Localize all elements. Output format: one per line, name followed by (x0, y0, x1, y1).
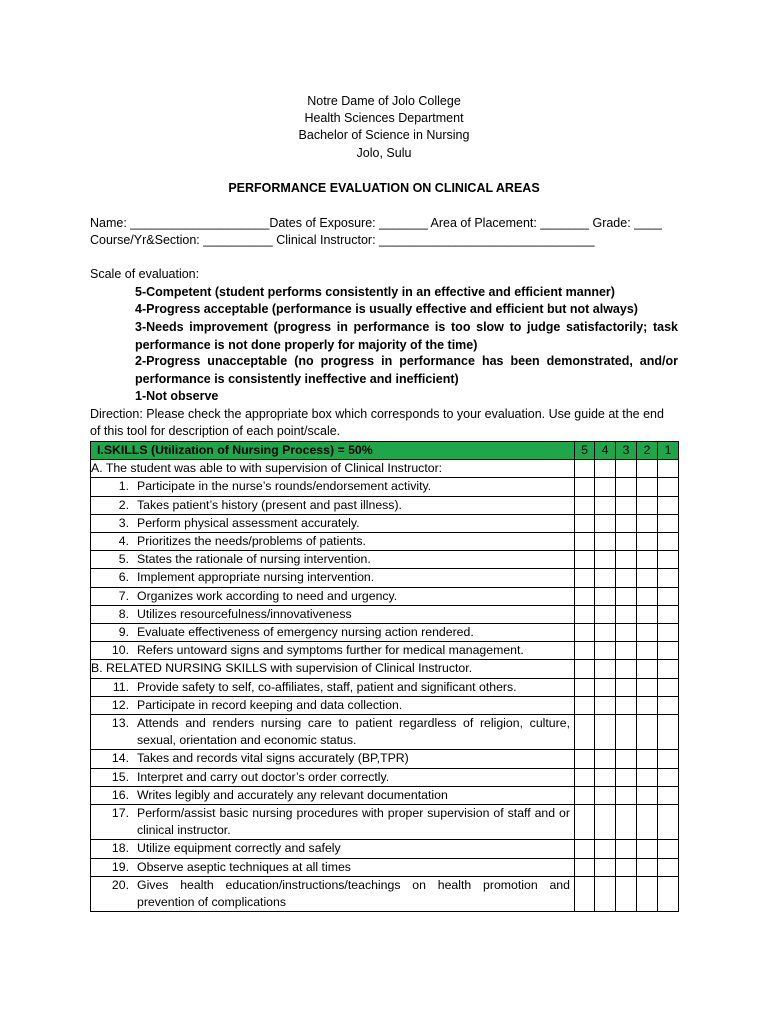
score-checkbox-4[interactable] (595, 805, 616, 840)
table-row (91, 768, 679, 786)
score-checkbox-2[interactable] (637, 587, 658, 605)
table-row (91, 840, 679, 858)
score-checkbox-3[interactable] (616, 715, 637, 750)
item-number: 18. (111, 841, 129, 856)
score-checkbox-1[interactable] (658, 605, 679, 623)
scale-5: 5-Competent (student performs consistently in an effective and efficient manner) (135, 285, 615, 299)
department-name: Health Sciences Department (304, 111, 464, 125)
score-checkbox-3[interactable] (616, 533, 637, 551)
item-number: 1. (118, 479, 129, 494)
table-row (91, 533, 679, 551)
score-checkbox-3[interactable] (616, 642, 637, 660)
score-checkbox-5[interactable] (575, 858, 595, 876)
score-checkbox-1[interactable] (658, 805, 679, 840)
section-title: I.SKILLS (Utilization of Nursing Process) = 50% (91, 442, 575, 460)
item-text: Utilizes resourcefulness/innovativeness (137, 606, 352, 621)
score-checkbox-1[interactable] (658, 514, 679, 532)
table-row (91, 569, 679, 587)
score-checkbox-1[interactable] (658, 876, 679, 911)
item-text: Perform/assist basic nursing procedures with proper supervision of staff and or clinical instructor. (137, 806, 570, 838)
score-checkbox-3[interactable] (616, 569, 637, 587)
item-text: Attends and renders nursing care to patient regardless of religion, culture, sexual, orientation and economic status. (137, 716, 570, 748)
item-number: 2. (118, 497, 129, 512)
score-checkbox-5[interactable] (575, 587, 595, 605)
item-number: 11. (112, 679, 129, 694)
score-checkbox-4[interactable] (595, 533, 616, 551)
form-title: PERFORMANCE EVALUATION ON CLINICAL AREAS (228, 181, 540, 195)
score-checkbox-4[interactable] (595, 715, 616, 750)
scale-3: 3-Needs improvement (progress in performance is too slow to judge satisfactorily; task performance is not done properly for majority of the time) (135, 320, 678, 352)
score-checkbox-1[interactable] (658, 569, 679, 587)
item-text: Participate in the nurse’s rounds/endorsement activity. (137, 479, 432, 494)
table-row (91, 696, 679, 714)
score-checkbox-5[interactable] (575, 478, 595, 496)
score-checkbox-4[interactable] (595, 605, 616, 623)
score-checkbox-4[interactable] (595, 642, 616, 660)
table-row (91, 587, 679, 605)
item-number: 12. (111, 697, 129, 712)
item-number: 4. (118, 534, 129, 549)
item-text: Observe aseptic techniques at all times (137, 859, 351, 874)
score-checkbox-4[interactable] (595, 496, 616, 514)
score-checkbox-1[interactable] (658, 642, 679, 660)
score-checkbox-3[interactable] (616, 478, 637, 496)
score-checkbox-5[interactable] (575, 642, 595, 660)
table-row (91, 514, 679, 532)
score-checkbox-2[interactable] (637, 496, 658, 514)
score-checkbox-2[interactable] (637, 715, 658, 750)
score-checkbox-1[interactable] (658, 858, 679, 876)
score-checkbox-4[interactable] (595, 660, 616, 678)
score-checkbox-2[interactable] (637, 840, 658, 858)
score-checkbox-2[interactable] (637, 514, 658, 532)
score-checkbox-2[interactable] (637, 569, 658, 587)
score-checkbox-2[interactable] (637, 786, 658, 804)
scale-4: 4-Progress acceptable (performance is usually effective and efficient but not always) (135, 302, 638, 316)
direction-line-1: Direction: Please check the appropriate box which corresponds to your evaluation. Use guide at the end (90, 407, 664, 421)
score-checkbox-5[interactable] (575, 715, 595, 750)
scale-1: 1-Not observe (135, 389, 219, 403)
item-number: 17. (111, 806, 129, 821)
score-checkbox-2[interactable] (637, 750, 658, 768)
score-checkbox-5[interactable] (575, 768, 595, 786)
table-row (91, 858, 679, 876)
item-text: Prioritizes the needs/problems of patients. (137, 534, 366, 549)
score-checkbox-5[interactable] (575, 696, 595, 714)
item-number: 19. (111, 859, 129, 874)
score-checkbox-1[interactable] (658, 696, 679, 714)
item-number: 20. (111, 877, 129, 892)
table-row (91, 624, 679, 642)
location: Jolo, Sulu (356, 146, 412, 160)
score-checkbox-1[interactable] (658, 840, 679, 858)
item-text: Takes patient’s history (present and past illness). (137, 497, 402, 512)
score-checkbox-3[interactable] (616, 551, 637, 569)
score-checkbox-1[interactable] (658, 768, 679, 786)
score-checkbox-5[interactable] (575, 533, 595, 551)
item-text: Takes and records vital signs accurately (BP,TPR) (137, 751, 409, 766)
item-number: 9. (118, 625, 129, 640)
score-checkbox-4[interactable] (595, 551, 616, 569)
part-a-row-label: A. The student was able to with supervision of Clinical Instructor: (91, 460, 575, 478)
part-b-row-label: B. RELATED NURSING SKILLS with supervision of Clinical Instructor. (91, 660, 575, 678)
table-row (91, 496, 679, 514)
table-row (91, 478, 679, 496)
part-b-row (91, 660, 679, 678)
score-checkbox-5[interactable] (575, 750, 595, 768)
score-checkbox-1[interactable] (658, 587, 679, 605)
item-text: Implement appropriate nursing intervention. (137, 570, 375, 585)
score-checkbox-1[interactable] (658, 551, 679, 569)
table-row (91, 551, 679, 569)
score-checkbox-2[interactable] (637, 642, 658, 660)
score-checkbox-3[interactable] (616, 750, 637, 768)
score-checkbox-1[interactable] (658, 786, 679, 804)
item-text: Interpret and carry out doctor’s order correctly. (137, 769, 390, 784)
part-a-row (91, 460, 679, 478)
score-header-2: 2 (637, 442, 658, 460)
score-checkbox-5[interactable] (575, 876, 595, 911)
score-checkbox-2[interactable] (637, 805, 658, 840)
score-checkbox-5[interactable] (575, 460, 595, 478)
score-checkbox-5[interactable] (575, 805, 595, 840)
item-text: Organizes work according to need and urgency. (137, 588, 398, 603)
item-number: 3. (118, 515, 129, 530)
score-checkbox-4[interactable] (595, 587, 616, 605)
table-row (91, 750, 679, 768)
score-checkbox-1[interactable] (658, 660, 679, 678)
score-header-4: 4 (595, 442, 616, 460)
item-number: 6. (118, 570, 129, 585)
info-line-name: Name: ____________________Dates of Exposure: _______ Area of Placement: _______ Grade: ____ (90, 216, 662, 230)
score-checkbox-3[interactable] (616, 587, 637, 605)
score-checkbox-4[interactable] (595, 876, 616, 911)
item-number: 13. (111, 716, 129, 731)
score-checkbox-3[interactable] (616, 805, 637, 840)
score-checkbox-4[interactable] (595, 768, 616, 786)
score-checkbox-1[interactable] (658, 496, 679, 514)
score-checkbox-2[interactable] (637, 660, 658, 678)
score-checkbox-3[interactable] (616, 696, 637, 714)
item-text: Writes legibly and accurately any relevant documentation (137, 787, 448, 802)
table-row (91, 786, 679, 804)
table-row (91, 876, 679, 911)
score-checkbox-5[interactable] (575, 569, 595, 587)
college-name: Notre Dame of Jolo College (307, 94, 461, 108)
score-checkbox-4[interactable] (595, 696, 616, 714)
score-checkbox-2[interactable] (637, 533, 658, 551)
score-checkbox-1[interactable] (658, 678, 679, 696)
direction-line-2: of this tool for description of each point/scale. (90, 424, 341, 438)
score-checkbox-4[interactable] (595, 858, 616, 876)
score-checkbox-3[interactable] (616, 660, 637, 678)
item-number: 16. (111, 787, 129, 802)
item-text: States the rationale of nursing intervention. (137, 552, 371, 567)
score-checkbox-2[interactable] (637, 605, 658, 623)
table-header-row (91, 442, 679, 460)
score-checkbox-5[interactable] (575, 551, 595, 569)
item-text: Utilize equipment correctly and safely (137, 841, 341, 856)
item-text: Evaluate effectiveness of emergency nursing action rendered. (137, 625, 474, 640)
scale-2: 2-Progress unacceptable (no progress in performance has been demonstrated, and/or performance is consistently ineffective and inefficient) (135, 354, 678, 386)
score-checkbox-2[interactable] (637, 768, 658, 786)
score-checkbox-1[interactable] (658, 533, 679, 551)
score-header-3: 3 (616, 442, 637, 460)
score-checkbox-2[interactable] (637, 551, 658, 569)
info-line-course: Course/Yr&Section: __________ Clinical Instructor: _______________________________ (90, 233, 595, 247)
score-checkbox-3[interactable] (616, 624, 637, 642)
score-checkbox-4[interactable] (595, 569, 616, 587)
score-checkbox-3[interactable] (616, 858, 637, 876)
score-checkbox-1[interactable] (658, 624, 679, 642)
score-checkbox-2[interactable] (637, 696, 658, 714)
score-checkbox-1[interactable] (658, 460, 679, 478)
score-checkbox-1[interactable] (658, 715, 679, 750)
score-checkbox-2[interactable] (637, 858, 658, 876)
score-checkbox-3[interactable] (616, 514, 637, 532)
score-header-1: 1 (658, 442, 679, 460)
score-checkbox-4[interactable] (595, 840, 616, 858)
score-checkbox-4[interactable] (595, 750, 616, 768)
score-checkbox-2[interactable] (637, 624, 658, 642)
score-checkbox-5[interactable] (575, 660, 595, 678)
score-checkbox-5[interactable] (575, 624, 595, 642)
score-checkbox-4[interactable] (595, 514, 616, 532)
score-checkbox-2[interactable] (637, 876, 658, 911)
table-row (91, 678, 679, 696)
score-checkbox-3[interactable] (616, 876, 637, 911)
score-checkbox-3[interactable] (616, 840, 637, 858)
score-checkbox-1[interactable] (658, 478, 679, 496)
item-text: Participate in record keeping and data collection. (137, 697, 403, 712)
item-text: Refers untoward signs and symptoms further for medical management. (137, 643, 524, 658)
item-number: 15. (111, 769, 129, 784)
score-checkbox-3[interactable] (616, 496, 637, 514)
score-checkbox-3[interactable] (616, 786, 637, 804)
table-row (91, 715, 679, 750)
program-name: Bachelor of Science in Nursing (298, 128, 470, 142)
score-checkbox-5[interactable] (575, 605, 595, 623)
score-checkbox-4[interactable] (595, 786, 616, 804)
score-checkbox-1[interactable] (658, 750, 679, 768)
score-checkbox-5[interactable] (575, 840, 595, 858)
item-number: 14. (111, 751, 129, 766)
table-row (91, 805, 679, 840)
score-checkbox-3[interactable] (616, 678, 637, 696)
score-header-5: 5 (575, 442, 595, 460)
item-number: 10. (111, 643, 129, 658)
item-number: 7. (118, 588, 129, 603)
score-checkbox-5[interactable] (575, 514, 595, 532)
score-checkbox-2[interactable] (637, 460, 658, 478)
item-text: Perform physical assessment accurately. (137, 515, 360, 530)
item-text: Provide safety to self, co-affiliates, staff, patient and significant others. (137, 679, 517, 694)
score-checkbox-4[interactable] (595, 478, 616, 496)
score-checkbox-2[interactable] (637, 478, 658, 496)
skills-evaluation-table (90, 441, 679, 912)
table-row (91, 605, 679, 623)
score-checkbox-5[interactable] (575, 496, 595, 514)
score-checkbox-5[interactable] (575, 678, 595, 696)
score-checkbox-4[interactable] (595, 624, 616, 642)
item-number: 5. (118, 552, 129, 567)
score-checkbox-4[interactable] (595, 678, 616, 696)
score-checkbox-4[interactable] (595, 460, 616, 478)
item-text: Gives health education/instructions/teachings on health promotion and prevention of complications (137, 877, 570, 910)
item-number: 8. (118, 606, 129, 621)
score-checkbox-5[interactable] (575, 786, 595, 804)
score-checkbox-3[interactable] (616, 768, 637, 786)
score-checkbox-3[interactable] (616, 460, 637, 478)
table-row (91, 642, 679, 660)
score-checkbox-2[interactable] (637, 678, 658, 696)
scale-label: Scale of evaluation: (90, 267, 200, 281)
score-checkbox-3[interactable] (616, 605, 637, 623)
